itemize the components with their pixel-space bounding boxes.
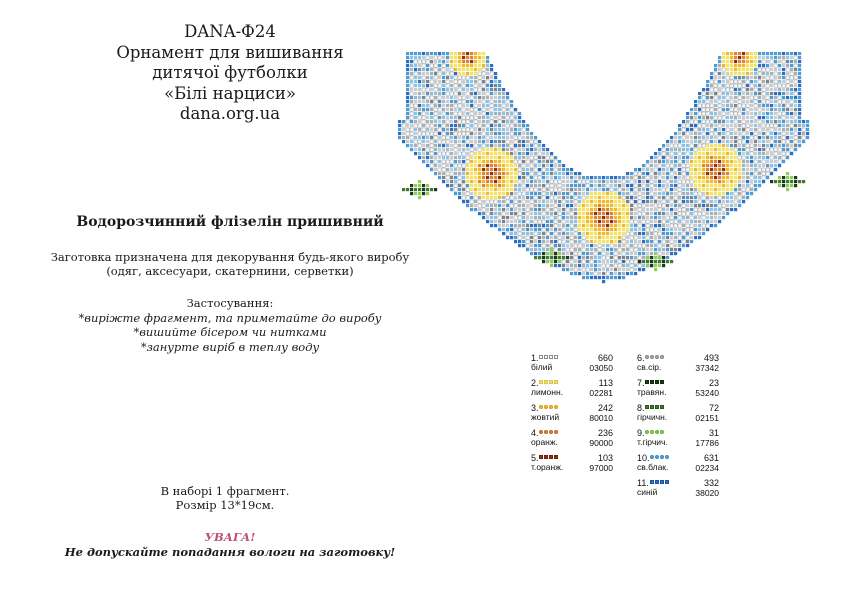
legend-number: 6. bbox=[637, 353, 645, 363]
legend-catalog-code: 97000 bbox=[589, 463, 613, 473]
legend-bead-code: 103 bbox=[597, 453, 613, 463]
legend-item bbox=[637, 403, 727, 425]
legend-catalog-code: 02234 bbox=[695, 463, 719, 473]
legend-item bbox=[531, 453, 621, 475]
legend-bead-code: 631 bbox=[703, 453, 719, 463]
legend-color-name: св.сір. bbox=[637, 362, 662, 372]
legend-color-name: т.гірчич. bbox=[637, 437, 668, 447]
bead-swatch-icon bbox=[539, 355, 558, 359]
usage-instructions bbox=[30, 296, 430, 354]
kit-size: Розмір 13*19см. bbox=[175, 498, 275, 512]
legend-number: 1. bbox=[531, 353, 539, 363]
product-code: DANA-Ф24 bbox=[184, 22, 276, 41]
title-block bbox=[100, 22, 360, 125]
purpose-text bbox=[30, 250, 430, 278]
purpose-line-1: Заготовка призначена для декорування будь-якого виробу bbox=[50, 250, 410, 264]
legend-bead-code: 242 bbox=[597, 403, 613, 413]
bead-grid bbox=[398, 52, 809, 283]
legend-catalog-code: 02281 bbox=[589, 388, 613, 398]
bead-swatch-icon bbox=[650, 480, 669, 484]
legend-catalog-code: 38020 bbox=[695, 488, 719, 498]
legend-color-name: жовтий bbox=[531, 412, 560, 422]
bead-swatch-icon bbox=[645, 355, 664, 359]
legend-bead-code: 23 bbox=[708, 378, 719, 388]
legend-number: 10. bbox=[637, 453, 650, 463]
legend-catalog-code: 80010 bbox=[589, 413, 613, 423]
legend-item bbox=[637, 353, 727, 375]
legend-item bbox=[637, 428, 727, 450]
kit-info bbox=[60, 484, 390, 512]
bead-swatch-icon bbox=[645, 430, 664, 434]
bead-swatch-icon bbox=[539, 380, 558, 384]
bead-swatch-icon bbox=[645, 405, 664, 409]
product-title-line-2: дитячої футболки bbox=[152, 63, 308, 82]
legend-catalog-code: 37342 bbox=[695, 363, 719, 373]
legend-item bbox=[531, 353, 621, 375]
legend-color-name: св.блак. bbox=[637, 462, 669, 472]
legend-bead-code: 493 bbox=[703, 353, 719, 363]
legend-color-name: т.оранж. bbox=[531, 462, 564, 472]
legend-item bbox=[637, 478, 727, 500]
legend-number: 9. bbox=[637, 428, 645, 438]
legend-item bbox=[637, 378, 727, 400]
legend-number: 4. bbox=[531, 428, 539, 438]
bead-swatch-icon bbox=[650, 455, 669, 459]
legend-bead-code: 31 bbox=[708, 428, 719, 438]
legend-item bbox=[531, 428, 621, 450]
purpose-line-2: (одяг, аксесуари, скатернини, серветки) bbox=[106, 264, 354, 278]
legend-color-name: білий bbox=[531, 362, 553, 372]
warning-title: УВАГА! bbox=[204, 530, 256, 544]
legend-color-name: лимонн. bbox=[531, 387, 564, 397]
legend-color-name: оранж. bbox=[531, 437, 558, 447]
legend-item bbox=[637, 453, 727, 475]
product-title-line-1: Орнамент для вишивання bbox=[116, 42, 344, 62]
legend-catalog-code: 90000 bbox=[589, 438, 613, 448]
warning-text: Не допускайте попадання вологи на заготовку! bbox=[64, 544, 396, 559]
legend-bead-code: 332 bbox=[703, 478, 719, 488]
legend-item bbox=[531, 378, 621, 400]
legend-bead-code: 660 bbox=[597, 353, 613, 363]
legend-number: 11. bbox=[637, 478, 649, 488]
usage-step-2: *вишийте бісером чи нитками bbox=[133, 325, 327, 339]
legend-catalog-code: 53240 bbox=[695, 388, 719, 398]
website: dana.org.ua bbox=[179, 104, 281, 123]
legend-catalog-code: 17786 bbox=[695, 438, 719, 448]
kit-fragments: В наборі 1 фрагмент. bbox=[160, 484, 290, 498]
legend-number: 2. bbox=[531, 378, 539, 388]
legend-bead-code: 72 bbox=[708, 403, 719, 413]
legend-bead-code: 113 bbox=[598, 378, 613, 388]
legend-number: 3. bbox=[531, 403, 539, 413]
legend-catalog-code: 03050 bbox=[589, 363, 613, 373]
fabric-title: Водорозчинний флізелін пришивний bbox=[76, 214, 384, 230]
product-title-line-3: «Білі нарциси» bbox=[164, 83, 296, 103]
legend-number: 5. bbox=[531, 453, 539, 463]
bead-swatch-icon bbox=[645, 380, 664, 384]
warning-block bbox=[30, 530, 430, 559]
bead-swatch-icon bbox=[539, 430, 558, 434]
legend-item bbox=[531, 403, 621, 425]
legend-bead-code: 236 bbox=[597, 428, 613, 438]
legend-number: 7. bbox=[637, 378, 645, 388]
bead-swatch-icon bbox=[539, 455, 558, 459]
embroidery-pattern-image bbox=[398, 36, 810, 296]
legend-color-name: синій bbox=[637, 487, 658, 497]
legend-number: 8. bbox=[637, 403, 645, 413]
legend-catalog-code: 02151 bbox=[695, 413, 719, 423]
legend-color-name: травян. bbox=[637, 387, 667, 397]
bead-swatch-icon bbox=[539, 405, 558, 409]
usage-step-3: *занурте виріб в теплу воду bbox=[140, 339, 320, 354]
legend-color-name: гірчичн. bbox=[637, 412, 668, 422]
usage-title: Застосування: bbox=[186, 296, 274, 310]
usage-step-1: *виріжте фрагмент, та приметайте до виробу bbox=[78, 310, 382, 325]
